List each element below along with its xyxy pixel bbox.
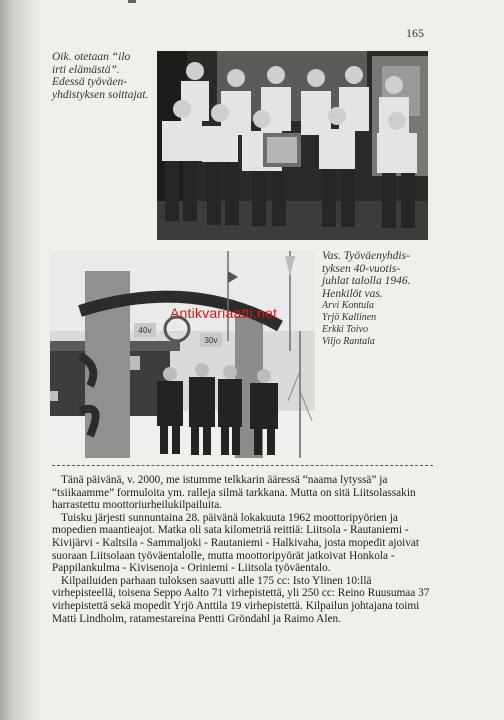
caption-line: Edessä työväen- <box>52 76 128 88</box>
body-text <box>52 474 433 625</box>
print-mark <box>128 0 136 3</box>
person-name: Yrjö Kallinen <box>322 312 377 323</box>
section-divider <box>52 465 433 466</box>
caption-line: Henkilöt vas. <box>322 287 383 300</box>
person-name: Erkki Toivo <box>322 324 369 335</box>
page-number: 165 <box>406 26 424 40</box>
sign-30v: 30v <box>204 336 218 345</box>
photo-celebration <box>50 251 315 458</box>
paragraph: Kilpailuiden parhaan tuloksen saavutti alle 175 cc: Isto Ylinen 10:llä virhepisteellä, toisena Seppo Aalto 71 virhepistettä, yli 250 cc: Reino Ruusumaa 37 virhepistettä sekä mopedit Yrjö Anttila 19 virhepistettä. Kilpailun johtajana toimi Matti Lindholm, ratamestareina Pentti Gröndahl ja Raimo Alen. <box>52 574 430 625</box>
person-name: Arvi Kontula <box>322 300 374 311</box>
photo-musicians <box>157 51 428 240</box>
caption-musicians <box>52 51 164 101</box>
caption-line: yhdistyksen soittajat. <box>52 88 149 101</box>
paragraph: Tänä päivänä, v. 2000, me istumme telkkarin ääressä “naama lytyssä” ja “tsiikaamme” formuloita ym. ralleja silmä tarkkana. Mutta on sitä Liitsolassakin harrastettu moottoriurheilukilpailuita. <box>52 474 416 512</box>
caption-names <box>322 300 432 348</box>
person-name: Viljo Rantala <box>322 336 375 347</box>
watermark-text: Antikvariaatti.net <box>170 305 278 321</box>
caption-line: Oik. otetaan “ilo <box>52 51 131 63</box>
caption-line: juhlat talolla 1946. <box>322 275 411 287</box>
caption-line: Vas. Työväenyhdis- <box>322 250 410 262</box>
sign-40v: 40v <box>138 326 152 335</box>
book-spine-shadow <box>0 0 44 720</box>
caption-line: irti elämästä”. <box>52 63 120 76</box>
caption-line: tyksen 40-vuotis- <box>322 262 401 275</box>
caption-celebration <box>322 250 432 348</box>
paragraph: Tuisku järjesti sunnuntaina 28. päivänä lokakuuta 1962 moottoripyörien ja mopedien maantieajot. Matka oli sata kilometriä reittiä: Liitsola - Rautaniemi - Kivijärvi - Kaltsila - Sammaljoki - Rautaniemi - Halkivaha, josta mopedit ajoivat suoraan Liitsolaan työväentalolle, mutta moottoripyörät jatkoivat Honkola - Pappilankulma - Kivisenoja - Oriniemi - Liitsola työväentalo. <box>52 511 420 575</box>
